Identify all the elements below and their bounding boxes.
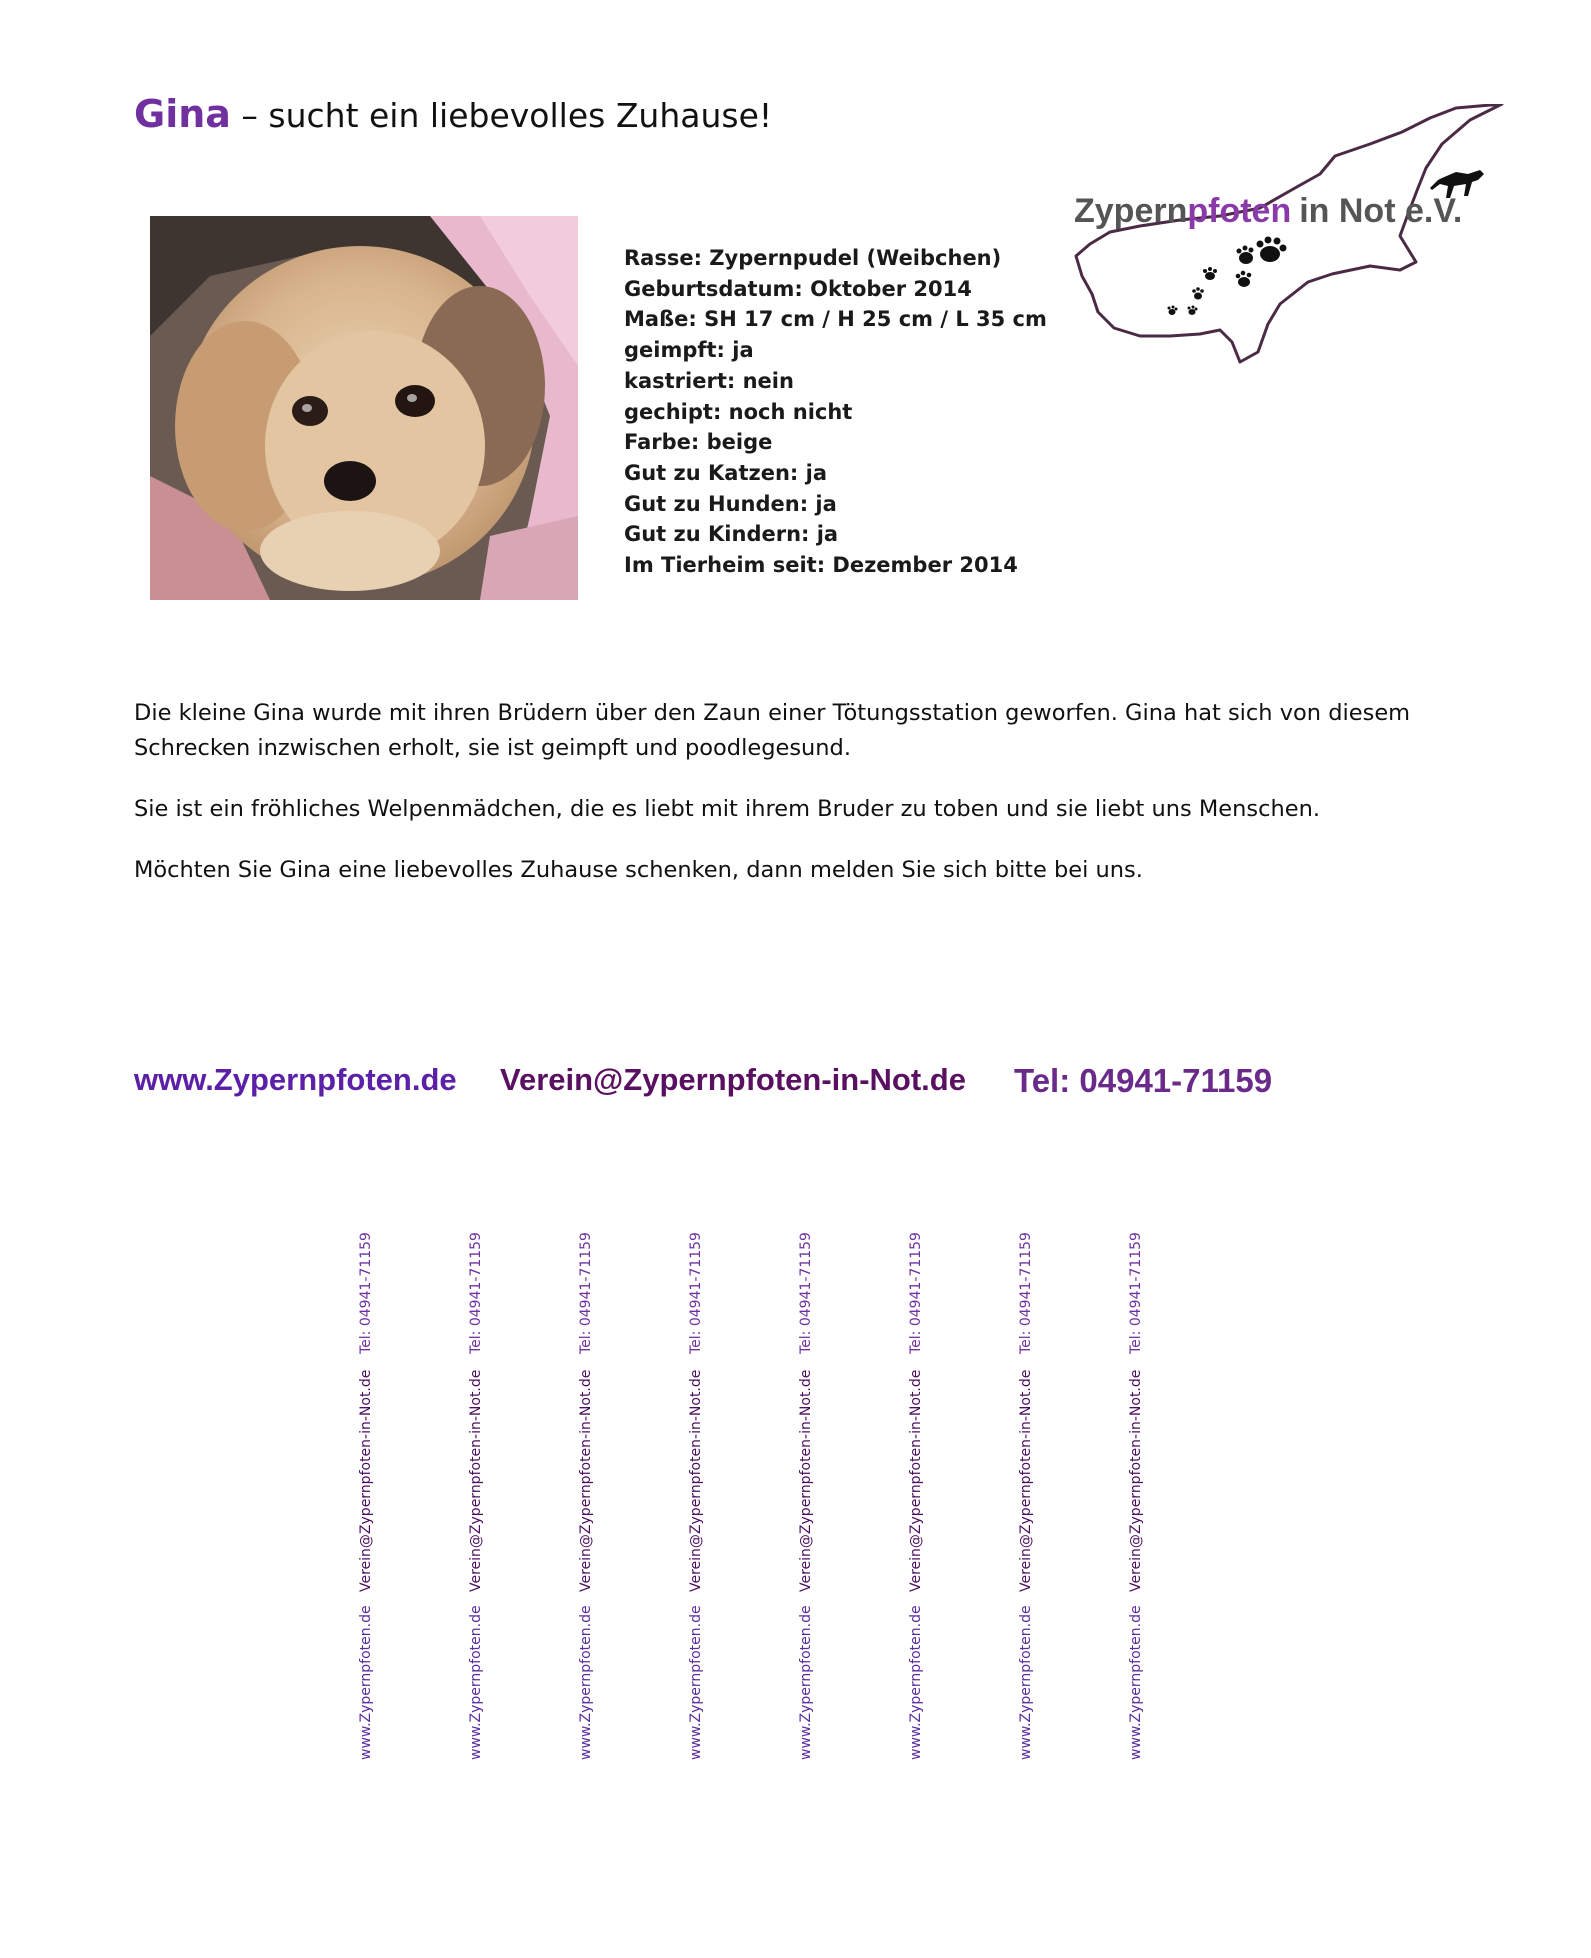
organization-logo: [1070, 104, 1510, 366]
strip-email: Verein@Zypernpfoten-in-Not.de: [688, 1369, 704, 1592]
strip-website: www.Zypernpfoten.de: [908, 1605, 924, 1760]
strip-phone: Tel: 04941-71159: [1128, 1232, 1144, 1354]
description-paragraph-1: Die kleine Gina wurde mit ihren Brüdern über den Zaun einer Tötungsstation geworfen. Gina hat sich von diesem Schrecken inzwischen erholt, sie ist geimpft und poodlegesund.: [134, 700, 1411, 761]
strip-email: Verein@Zypernpfoten-in-Not.de: [908, 1369, 924, 1592]
tear-off-strip[interactable]: [468, 1234, 508, 1774]
strip-phone: Tel: 04941-71159: [468, 1232, 484, 1354]
svg-text:Zypernpfotenin Not e.V.: [1074, 192, 1462, 230]
strip-website: www.Zypernpfoten.de: [798, 1605, 814, 1760]
tear-off-strip[interactable]: [908, 1234, 948, 1774]
paw-prints-icon: [1168, 237, 1287, 316]
fact-shelter-since: Im Tierheim seit: Dezember 2014: [624, 553, 1018, 578]
description: [134, 696, 1434, 914]
strip-email: Verein@Zypernpfoten-in-Not.de: [578, 1369, 594, 1592]
cyprus-outline-logo: [1070, 104, 1510, 366]
email-link[interactable]: Verein@Zypernpfoten-in-Not.de: [500, 1062, 966, 1097]
strip-phone: Tel: 04941-71159: [578, 1232, 594, 1354]
tear-off-strips: [340, 1234, 1160, 1774]
strip-phone: Tel: 04941-71159: [908, 1232, 924, 1354]
fact-breed: Rasse: Zypernpudel (Weibchen): [624, 246, 1002, 270]
strip-website: www.Zypernpfoten.de: [468, 1605, 484, 1760]
strip-website: www.Zypernpfoten.de: [358, 1605, 374, 1760]
tear-off-strip[interactable]: [358, 1234, 398, 1774]
description-paragraph-3: Möchten Sie Gina eine liebevolles Zuhause schenken, dann melden Sie sich bitte bei uns.: [134, 857, 1143, 883]
fact-good-with-dogs: Gut zu Hunden: ja: [624, 491, 837, 516]
website-link[interactable]: www.Zypernpfoten.de: [134, 1062, 457, 1097]
fact-color: Farbe: beige: [624, 430, 773, 455]
fact-measurements: Maße: SH 17 cm / H 25 cm / L 35 cm: [624, 307, 1047, 332]
fact-vaccinated: geimpft: ja: [624, 338, 754, 363]
tear-off-strip[interactable]: [578, 1234, 618, 1774]
logo-word-zypern: Zypern: [1074, 192, 1188, 230]
page-title: [134, 92, 772, 136]
logo-word-pfoten: pfoten: [1187, 192, 1292, 230]
tear-off-strip[interactable]: [798, 1234, 838, 1774]
strip-phone: Tel: 04941-71159: [798, 1232, 814, 1354]
strip-website: www.Zypernpfoten.de: [578, 1605, 594, 1760]
strip-website: www.Zypernpfoten.de: [1018, 1605, 1034, 1760]
strip-phone: Tel: 04941-71159: [358, 1232, 374, 1354]
tear-off-strip[interactable]: [688, 1234, 728, 1774]
strip-email: Verein@Zypernpfoten-in-Not.de: [798, 1369, 814, 1592]
dog-photo-illustration: [150, 216, 578, 600]
tear-off-strip[interactable]: [1018, 1234, 1058, 1774]
title-tagline: – sucht ein liebevolles Zuhause!: [241, 96, 773, 135]
dog-name: Gina: [134, 92, 231, 136]
strip-email: Verein@Zypernpfoten-in-Not.de: [468, 1369, 484, 1592]
fact-good-with-cats: Gut zu Katzen: ja: [624, 460, 827, 485]
description-paragraph-2: Sie ist ein fröhliches Welpenmädchen, die es liebt mit ihrem Bruder zu toben und sie liebt uns Menschen.: [134, 796, 1321, 822]
strip-phone: Tel: 04941-71159: [688, 1232, 704, 1354]
strip-email: Verein@Zypernpfoten-in-Not.de: [358, 1369, 374, 1592]
logo-word-in-not: in Not e.V.: [1299, 192, 1463, 230]
strip-website: www.Zypernpfoten.de: [1128, 1605, 1144, 1760]
strip-website: www.Zypernpfoten.de: [688, 1605, 704, 1760]
strip-phone: Tel: 04941-71159: [1018, 1232, 1034, 1354]
dog-photo: [150, 216, 578, 600]
fact-birthdate: Geburtsdatum: Oktober 2014: [624, 276, 972, 301]
fact-good-with-kids: Gut zu Kindern: ja: [624, 522, 839, 547]
phone-number: Tel: 04941-71159: [1014, 1062, 1273, 1099]
fact-chipped: gechipt: noch nicht: [624, 399, 853, 424]
strip-email: Verein@Zypernpfoten-in-Not.de: [1128, 1369, 1144, 1592]
strip-email: Verein@Zypernpfoten-in-Not.de: [1018, 1369, 1034, 1592]
fact-neutered: kastriert: nein: [624, 368, 794, 393]
dog-facts-list: [624, 243, 1047, 581]
tear-off-strip[interactable]: [1128, 1234, 1168, 1774]
